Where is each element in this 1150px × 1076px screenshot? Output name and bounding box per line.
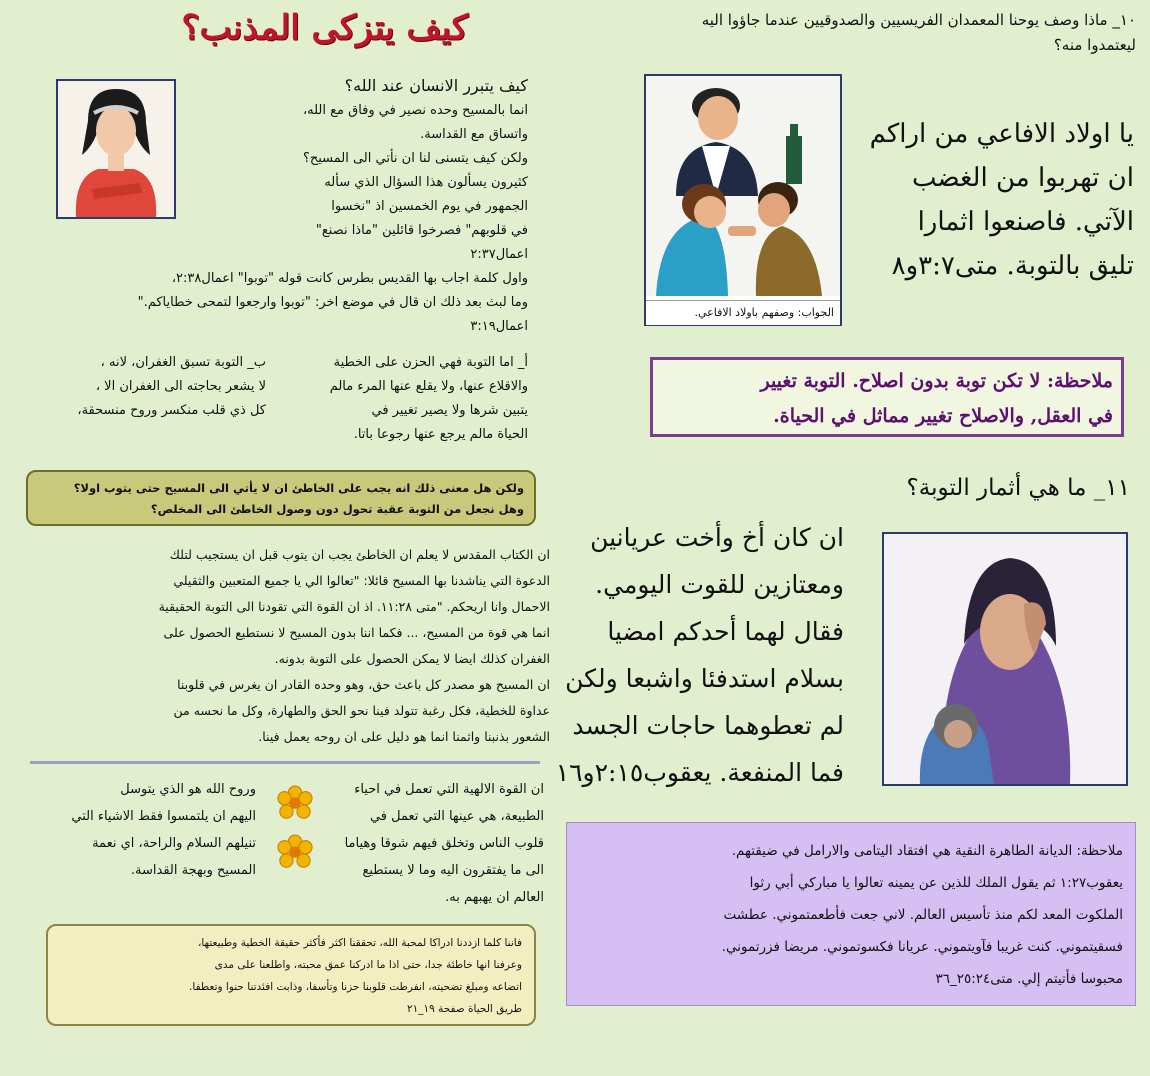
scripture-line: الدعوة التي يناشدنا بها المسيح قائلا: "تعالوا الي يا جميع المتعبين والثقيلي	[173, 573, 550, 588]
note-line: فسقيتموني. كنت غريبا فآويتموني. عريانا فكسوتموني. مريضا فزرتموني.	[721, 939, 1123, 955]
repentance-definition-a	[290, 352, 528, 448]
vipers-illustration	[644, 74, 842, 326]
peter-line: وما لبث بعد ذلك ان قال في موضع اخر: "توبوا وارجعوا لتمحى خطاياكم."	[137, 295, 528, 310]
q10-line: ١٠_ ماذا وصف يوحنا المعمدان الفريسيين والصدوقيين عندما جاؤوا اليه	[701, 11, 1136, 29]
quote-line: اتضاعه ومبلغ تضحيته، انفرطت قلوبنا حزنا وتأسفا، وذابت افئدتنا حنوا وتعطفا.	[189, 981, 522, 993]
fruits-verse	[554, 514, 844, 796]
verse-line: ان تهربوا من الغضب	[911, 163, 1134, 193]
peter-paragraph	[8, 268, 528, 340]
verse-line: بسلام استدفئا واشبعا ولكن	[565, 664, 844, 693]
note-line: محبوسا فأتيتم إلي. متى٢٥:٢٤_٣٦	[935, 971, 1123, 987]
note-line: ملاحظة: لا تكن توبة بدون اصلاح. التوبة تغيير	[760, 370, 1113, 392]
callout-line: ولكن هل معنى ذلك انه يجب على الخاطئ ان لا يأتي الى المسيح حتى يتوب اولا؟	[73, 481, 524, 495]
spirit-line: وروح الله هو الذي يتوسل	[120, 782, 256, 797]
scripture-line: ان المسيح هو مصدر كل باعث حق، وهو وحده القادر ان يغرس في قلوبنا	[177, 677, 550, 692]
scripture-line: الشعور بذنبنا واثمنا انما هو دليل على ان روحه يعمل فينا.	[258, 729, 550, 744]
note-line: ملاحظة: الديانة الطاهرة النقية هي افتقاد اليتامى والارامل في ضيقتهم.	[731, 843, 1123, 859]
peter-line: اعمال٣:١٩	[470, 319, 528, 334]
peter-line: واول كلمة اجاب بها القديس بطرس كانت قوله "توبوا" اعمال٢:٣٨،	[171, 271, 528, 286]
col-a-line: أ_ اما التوبة فهي الحزن على الخطية	[333, 355, 528, 370]
scripture-line: عداوة للخطية، فكل رغبة تتولد فينا نحو الحق والطهارة، وكل ما نحسه من	[173, 703, 550, 718]
q10-line: ليعتمدوا منه؟	[1053, 36, 1136, 54]
col-a-line: الحياة مالم يرجع عنها رجوعا باتا.	[353, 427, 528, 442]
repentance-definition-b	[16, 352, 266, 424]
intro-line: ولكن كيف يتسنى لنا ان نأتي الى المسيح؟	[302, 151, 528, 166]
spirit-line: تنيلهم السلام والراحة، اي نعمة	[92, 836, 256, 851]
verse-line: لم تعطوهما حاجات الجسد	[572, 711, 844, 740]
quote-line: فاننا كلما ازددنا ادراكا لمحبة الله، تحققنا اكثر فأكثر حقيقة الخطية وطبيعتها،	[197, 937, 522, 949]
question-10	[546, 8, 1136, 58]
col-a-line: يتبين شرها ولا يصير تغيير في	[371, 403, 528, 418]
page-title: كيف يتزكى المذنب؟	[181, 8, 468, 48]
intro-line: واتساق مع القداسة.	[420, 127, 528, 142]
intro-line: الجمهور في يوم الخمسين اذ "نخسوا	[331, 199, 528, 214]
divine-power-left	[24, 777, 256, 885]
vipers-verse	[844, 112, 1134, 288]
verse-line: ومعتازين للقوت اليومي.	[595, 570, 844, 599]
divine-power-right	[316, 777, 544, 912]
power-line: العالم ان يهبهم به.	[445, 890, 544, 905]
verse-line: الآتي. فاصنعوا اثمارا	[917, 207, 1134, 237]
quote-source: طريق الحياة صفحة ١٩_٢١	[406, 1003, 522, 1015]
intro-paragraph	[176, 100, 528, 268]
repentance-note	[650, 357, 1124, 437]
verse-line: تليق بالتوبة. متى٣:٧و٨	[891, 251, 1134, 281]
quote-line: وعرفنا انها خاطئة جدا، حتى اذا ما ادركنا عمق محبته، واطلعنا على مدى	[214, 959, 522, 971]
image-caption: الجواب: وصفهم باولاد الافاعي.	[646, 300, 840, 325]
intro-line: اعمال٢:٣٧	[470, 247, 528, 262]
note-line: في العقل, والاصلاح تغيير مماثل في الحياة.	[773, 405, 1113, 427]
section-divider	[30, 761, 540, 764]
justification-question: كيف يتبرر الانسان عند الله؟	[344, 76, 528, 95]
verse-line: يا اولاد الافاعي من اراكم	[869, 119, 1134, 149]
verse-line: فقال لهما أحدكم امضيا	[607, 617, 844, 646]
power-line: الى ما يفتقرون اليه وما لا يستطيع	[362, 863, 544, 878]
verse-line: ان كان أخ وأخت عريانين	[590, 523, 844, 552]
col-b-line: ب_ التوبة تسبق الغفران، لانه ،	[100, 355, 266, 370]
col-a-line: والاقلاع عنها، ولا يقلع عنها المرء مالم	[329, 379, 528, 394]
spirit-line: المسيح وبهجة القداسة.	[130, 863, 256, 878]
col-b-line: لا يشعر بحاجته الى الغفران الا ،	[95, 379, 266, 394]
scripture-line: الغفران كذلك ايضا لا يمكن الحصول على التوبة بدونه.	[274, 651, 550, 666]
spirit-line: اليهم ان يلتمسوا فقط الاشياء التي	[71, 809, 256, 824]
power-line: ان القوة الالهية التي تعمل في احياء	[354, 782, 544, 797]
woman-portrait	[56, 79, 176, 219]
scripture-line: الاحمال وانا اريحكم. "متى ١١:٢٨. اذ ان القوة التي تقودنا الى التوبة الحقيقية	[158, 599, 550, 614]
note-line: الملكوت المعد لكم منذ تأسيس العالم. لاني جعت فأطعمتموني. عطشت	[723, 907, 1123, 923]
scripture-line: ان الكتاب المقدس لا يعلم ان الخاطئ يجب ان يتوب قبل ان يستجيب لتلك	[169, 547, 550, 562]
callout-line: وهل نجعل من التوبة عقبة تحول دون وصول الخاطئ الى المخلص؟	[150, 502, 524, 516]
question-callout	[26, 470, 536, 526]
question-11: ١١_ ما هي أثمار التوبة؟	[906, 475, 1130, 501]
col-b-line: كل ذي قلب منكسر وروح منسحقة،	[77, 403, 266, 418]
intro-line: كثيرون يسألون هذا السؤال الذي سأله	[324, 175, 528, 190]
love-quote-box	[46, 924, 536, 1026]
pure-religion-note	[566, 822, 1136, 1006]
power-line: الطبيعة، هي عينها التي تعمل في	[369, 809, 544, 824]
power-line: قلوب الناس وتخلق فيهم شوقا وهياما	[344, 836, 544, 851]
intro-line: في قلوبهم" فصرخوا قائلين "ماذا نصنع"	[315, 223, 528, 238]
note-line: يعقوب١:٢٧ ثم يقول الملك للذين عن يمينه تعالوا يا مباركي أبي رثوا	[749, 875, 1123, 891]
scripture-paragraphs	[30, 543, 550, 751]
verse-line: فما المنفعة. يعقوب٢:١٥و١٦	[555, 758, 844, 787]
flower-icon	[276, 785, 314, 823]
scripture-line: انما هي قوة من المسيح، ... فكما اننا بدون المسيح لا نستطيع الحصول على	[163, 625, 550, 640]
grieving-woman-illustration	[882, 532, 1128, 786]
intro-line: انما بالمسيح وحده نصير في وفاق مع الله،	[302, 103, 528, 118]
flower-icon	[276, 834, 314, 872]
